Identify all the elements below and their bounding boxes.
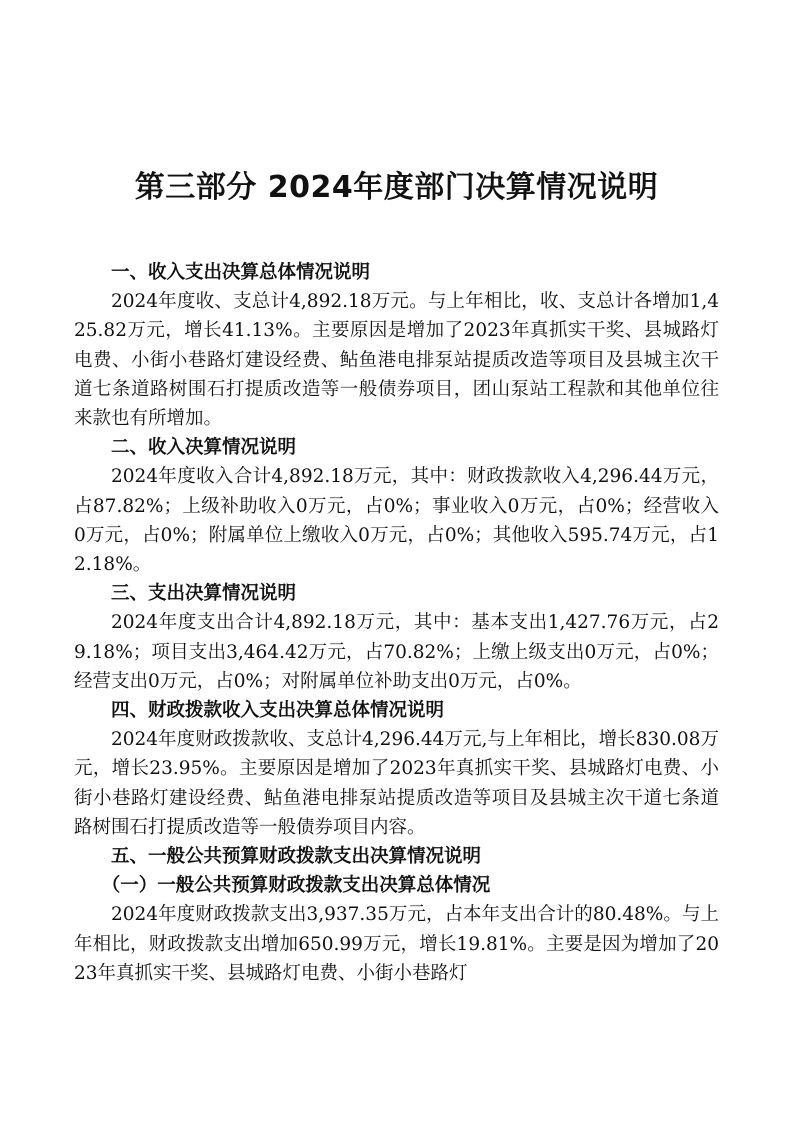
section-paragraph-4: 2024年度财政拨款收、支总计4,296.44万元,与上年相比，增长830.08万元，增长23.95%。主要原因是增加了2023年真抓实干奖、县城路灯电费、小街小巷路灯建设经费、鲇鱼港电排泵站提质改造等项目及县城主次干道七条道路树围石打提质改造等一般债券项目内容。 bbox=[74, 729, 719, 838]
section-heading-3: 三、支出决算情况说明 bbox=[111, 583, 297, 605]
subsection-heading: （一）一般公共预算财政拨款支出决算总体情况 bbox=[101, 875, 491, 897]
section-paragraph-1: 2024年度收、支总计4,892.18万元。与上年相比，收、支总计各增加1,425.82万元，增长41.13%。主要原因是增加了2023年真抓实干奖、县城路灯电费、小街小巷路灯建设经费、鲇鱼港电排泵站提质改造等项目及县城主次干道七条道路树围石打提质改造等一般债券项目，团山泵站工程款和其他单位往来款也有所增加。 bbox=[74, 291, 719, 430]
document-body bbox=[74, 258, 719, 988]
section-heading-2: 二、收入决算情况说明 bbox=[111, 437, 297, 459]
section-paragraph-2: 2024年度收入合计4,892.18万元，其中：财政拨款收入4,296.44万元，占87.82%；上级补助收入0万元，占0%；事业收入0万元，占0%；经营收入0万元，占0%；附属单位上缴收入0万元，占0%；其他收入595.74万元，占12.18%。 bbox=[74, 466, 719, 576]
section-heading-5: 五、一般公共预算财政拨款支出决算情况说明 bbox=[111, 846, 482, 868]
page-title: 第三部分 2024年度部门决算情况说明 bbox=[134, 170, 659, 205]
subsection-paragraph: 2024年度财政拨款支出3,937.35万元，占本年支出合计的80.48%。与上年相比，财政拨款支出增加650.99万元，增长19.81%。主要是因为增加了2023年真抓实干奖、县城路灯电费、小街小巷路灯 bbox=[74, 904, 719, 984]
section-paragraph-3: 2024年度支出合计4,892.18万元，其中：基本支出1,427.76万元，占29.18%；项目支出3,464.42万元，占70.82%；上缴上级支出0万元，占0%；经营支出0万元，占0%；对附属单位补助支出0万元，占0%。 bbox=[74, 612, 719, 692]
section-heading-1: 一、收入支出决算总体情况说明 bbox=[111, 262, 371, 283]
section-heading-4: 四、财政拨款收入支出决算总体情况说明 bbox=[111, 700, 445, 722]
